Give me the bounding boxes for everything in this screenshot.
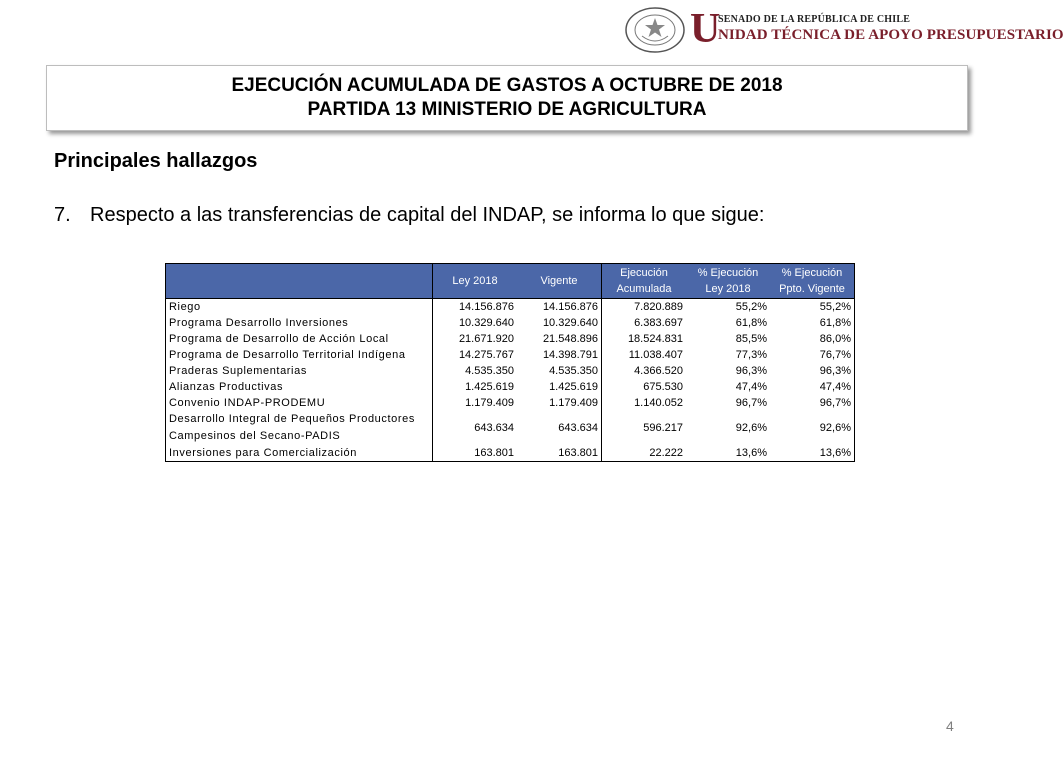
- table-row: Inversiones para Comercialización 163.801 163.801 22.222 13,6% 13,6%: [166, 445, 855, 462]
- table-row: Praderas Suplementarias 4.535.350 4.535.350 4.366.520 96,3% 96,3%: [166, 363, 855, 379]
- page-subtitle: PARTIDA 13 MINISTERIO DE AGRICULTURA: [307, 99, 707, 120]
- table-row: Programa de Desarrollo de Acción Local 21.671.920 21.548.896 18.524.831 85,5% 86,0%: [166, 331, 855, 347]
- header-blank: [166, 264, 433, 299]
- page-number: 4: [946, 718, 954, 734]
- logo-initial: U: [690, 6, 721, 52]
- logo-senate-text: SENADO DE LA REPÚBLICA DE CHILE: [718, 14, 911, 25]
- header-pct-ley: % Ejecución Ley 2018: [686, 264, 770, 299]
- transfers-table: [165, 263, 855, 462]
- page-title: EJECUCIÓN ACUMULADA DE GASTOS A OCTUBRE DE 2018: [231, 75, 783, 96]
- table-row: Programa de Desarrollo Territorial Indígena 14.275.767 14.398.791 11.038.407 77,3% 76,7%: [166, 347, 855, 363]
- table-row: Convenio INDAP-PRODEMU 1.179.409 1.179.409 1.140.052 96,7% 96,7%: [166, 395, 855, 411]
- table-row: Desarrollo Integral de Pequeños Productores Campesinos del Secano-PADIS 643.634 643.634 596.217 92,6% 92,6%: [166, 411, 855, 445]
- senate-seal-icon: [624, 6, 686, 54]
- section-heading: Principales hallazgos: [54, 150, 258, 172]
- header-pct-vigente: % Ejecución Ppto. Vigente: [770, 264, 855, 299]
- header-vigente: Vigente: [517, 264, 602, 299]
- logo-unit-text: NIDAD TÉCNICA DE APOYO PRESUPUESTARIO: [718, 27, 1064, 43]
- header-ley: Ley 2018: [433, 264, 518, 299]
- title-box: [46, 65, 968, 131]
- table-header-row: [166, 264, 855, 299]
- table-row: Programa Desarrollo Inversiones 10.329.640 10.329.640 6.383.697 61,8% 61,8%: [166, 315, 855, 331]
- finding-text: Respecto a las transferencias de capital del INDAP, se informa lo que sigue:: [90, 204, 765, 226]
- table-row: Alianzas Productivas 1.425.619 1.425.619 675.530 47,4% 47,4%: [166, 379, 855, 395]
- finding-item: [54, 204, 764, 227]
- header-ejecucion: Ejecución Acumulada: [602, 264, 687, 299]
- table-row: Riego 14.156.876 14.156.876 7.820.889 55,2% 55,2%: [166, 299, 855, 316]
- senate-logo: [624, 6, 1064, 56]
- finding-number: 7.: [54, 204, 71, 226]
